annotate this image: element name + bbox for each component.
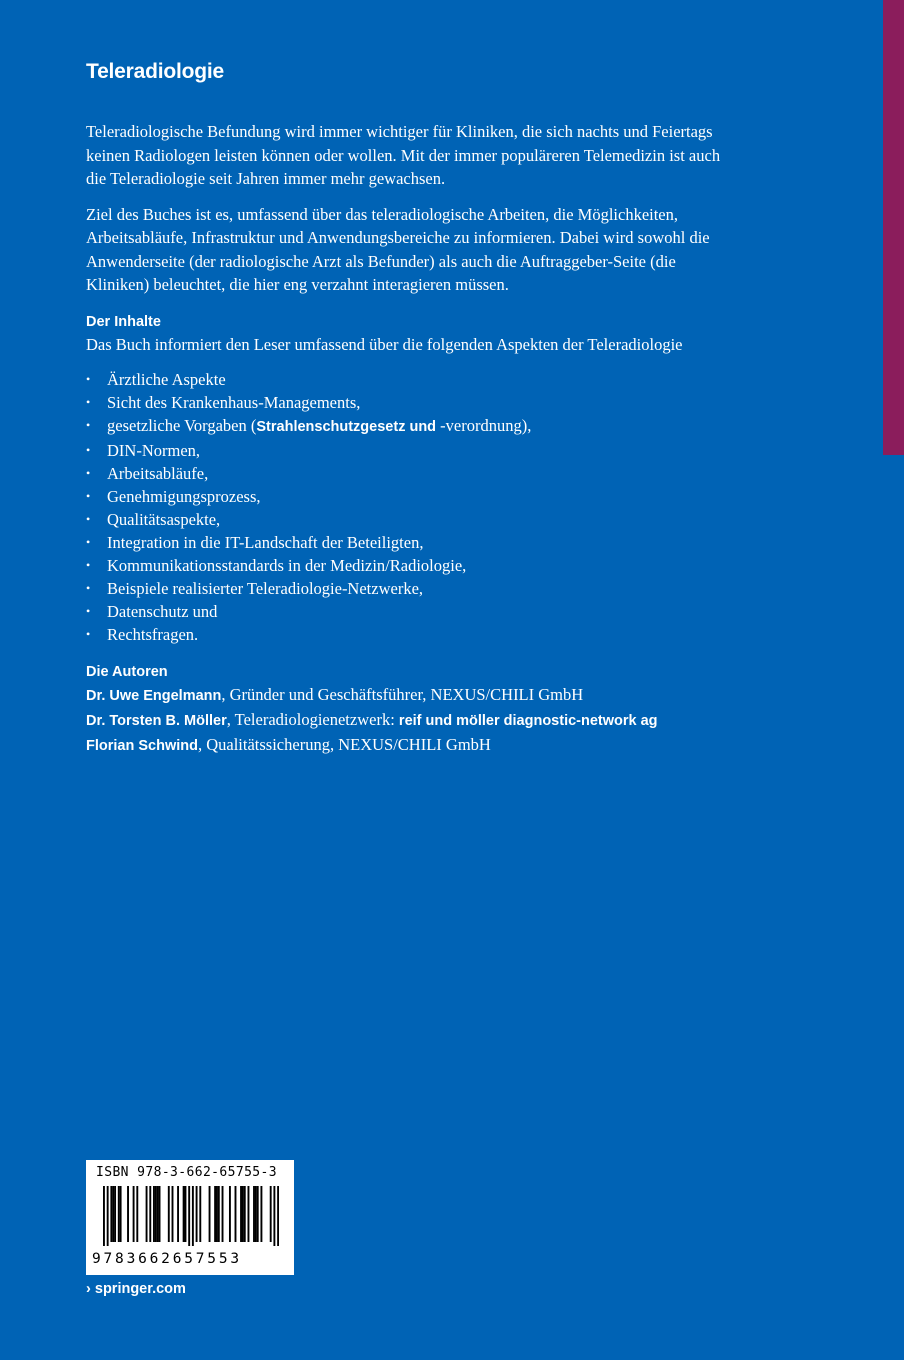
author-name: Dr. Uwe Engelmann bbox=[86, 688, 222, 704]
barcode-bar bbox=[188, 1186, 190, 1246]
barcode-bar bbox=[127, 1186, 129, 1242]
barcode-bar bbox=[120, 1186, 122, 1242]
barcode-bar bbox=[159, 1186, 161, 1242]
cover-accent-band bbox=[883, 0, 904, 455]
author-line bbox=[86, 708, 726, 733]
list-item-bold: Strahlenschutzgesetz und bbox=[256, 419, 437, 435]
barcode-bar bbox=[253, 1186, 255, 1242]
barcode-bar bbox=[149, 1186, 151, 1242]
barcode-bar bbox=[118, 1186, 120, 1242]
arrow-right-icon: › bbox=[86, 1281, 91, 1297]
isbn-barcode bbox=[86, 1160, 294, 1275]
book-title: Teleradiologie bbox=[86, 60, 225, 83]
barcode-bar bbox=[260, 1186, 262, 1242]
barcode-bar bbox=[133, 1186, 135, 1242]
barcode-bar bbox=[218, 1186, 220, 1242]
list-item: • Arbeitsabläufe, bbox=[86, 462, 726, 485]
barcode-bar bbox=[257, 1186, 259, 1242]
author-organisation: reif und möller diagnostic-network ag bbox=[398, 713, 658, 729]
list-item: • Genehmigungsprozess, bbox=[86, 485, 726, 508]
back-cover-text bbox=[86, 60, 726, 758]
list-item-text: -verordnung), bbox=[436, 416, 532, 435]
barcode-bar bbox=[146, 1186, 148, 1242]
barcode-bar bbox=[136, 1186, 138, 1242]
barcode-bar bbox=[107, 1186, 109, 1246]
intro-paragraph-2: Ziel des Buches ist es, umfassend über das teleradiologische Arbeiten, die Möglichkeiten, Arbeitsabläufe, Infrastruktur und Anwendungsbereiche zu informieren. Dabei wird sowohl die Anwenderseite (der radiologische Arzt als Befunder) als auch die Auftraggeber-Seite (die Kliniken) beleuchtet, die hier eng verzahnt interagieren müssen. bbox=[86, 204, 710, 294]
list-item: • Sicht des Krankenhaus-Managements, bbox=[86, 391, 726, 414]
barcode-bar bbox=[172, 1186, 174, 1242]
barcode-bar bbox=[242, 1186, 244, 1242]
barcode-bar bbox=[240, 1186, 242, 1242]
list-item: • Integration in die IT-Landschaft der Beteiligten, bbox=[86, 531, 726, 554]
barcode-bar bbox=[214, 1186, 216, 1242]
barcode-bar bbox=[216, 1186, 218, 1242]
contents-lead: Das Buch informiert den Leser umfassend über die folgenden Aspekten der Teleradiologie bbox=[86, 334, 683, 354]
barcode-bar bbox=[112, 1186, 114, 1242]
barcode-bar bbox=[199, 1186, 201, 1242]
barcode-bar bbox=[185, 1186, 187, 1242]
barcode-bar bbox=[183, 1186, 185, 1242]
barcode-bar bbox=[229, 1186, 231, 1242]
author-name: Dr. Torsten B. Möller bbox=[86, 713, 227, 729]
barcode-bars bbox=[103, 1186, 279, 1246]
barcode-bar bbox=[244, 1186, 246, 1242]
barcode-bar bbox=[209, 1186, 211, 1242]
list-item: • DIN-Normen, bbox=[86, 439, 726, 462]
barcode-bar bbox=[153, 1186, 155, 1242]
author-role: , Teleradiologienetzwerk: bbox=[226, 710, 399, 729]
author-name: Florian Schwind bbox=[86, 738, 198, 754]
barcode-bar bbox=[248, 1186, 250, 1242]
author-role: , Qualitätssicherung, NEXUS/CHILI GmbH bbox=[197, 735, 491, 754]
list-item bbox=[86, 414, 726, 439]
list-item: • Rechtsfragen. bbox=[86, 623, 726, 646]
list-item-text: gesetzliche Vorgaben ( bbox=[107, 416, 257, 435]
barcode-bar bbox=[155, 1186, 157, 1242]
barcode-bar bbox=[273, 1186, 275, 1246]
barcode-bar bbox=[168, 1186, 170, 1242]
contents-list bbox=[86, 368, 726, 646]
author-line bbox=[86, 683, 726, 708]
barcode-bar bbox=[270, 1186, 272, 1242]
contents-heading: Der Inhalte bbox=[86, 313, 161, 330]
barcode-bar bbox=[157, 1186, 159, 1242]
isbn-digits: 9783662657553 bbox=[92, 1251, 242, 1267]
barcode-bar bbox=[110, 1186, 112, 1242]
intro-paragraph-1: Teleradiologische Befundung wird immer wichtiger für Kliniken, die sich nachts und Feiertags keinen Radiologen leisten können oder wollen. Mit der immer populäreren Telemedizin ist auch die Teleradiologie seit Jahren immer mehr gewachsen. bbox=[86, 122, 721, 188]
barcode-bar bbox=[255, 1186, 257, 1242]
list-item: • Beispiele realisierter Teleradiologie-Netzwerke, bbox=[86, 577, 726, 600]
barcode-bar bbox=[277, 1186, 279, 1246]
barcode-bar bbox=[196, 1186, 198, 1242]
publisher-link-text: springer.com bbox=[94, 1281, 186, 1297]
list-item: • Datenschutz und bbox=[86, 600, 726, 623]
barcode-bar bbox=[114, 1186, 116, 1242]
list-item: • Ärztliche Aspekte bbox=[86, 368, 726, 391]
publisher-link[interactable] bbox=[86, 1281, 186, 1297]
barcode-bar bbox=[222, 1186, 224, 1242]
isbn-label: ISBN 978-3-662-65755-3 bbox=[96, 1165, 277, 1180]
list-item: • Kommunikationsstandards in der Medizin/Radiologie, bbox=[86, 554, 726, 577]
barcode-bar bbox=[177, 1186, 179, 1242]
authors-heading: Die Autoren bbox=[86, 664, 168, 680]
barcode-bar bbox=[235, 1186, 237, 1242]
barcode-bar bbox=[103, 1186, 105, 1246]
author-role: , Gründer und Geschäftsführer, NEXUS/CHILI GmbH bbox=[221, 685, 584, 704]
barcode-bar bbox=[192, 1186, 194, 1246]
list-item: • Qualitätsaspekte, bbox=[86, 508, 726, 531]
author-line bbox=[86, 733, 726, 758]
